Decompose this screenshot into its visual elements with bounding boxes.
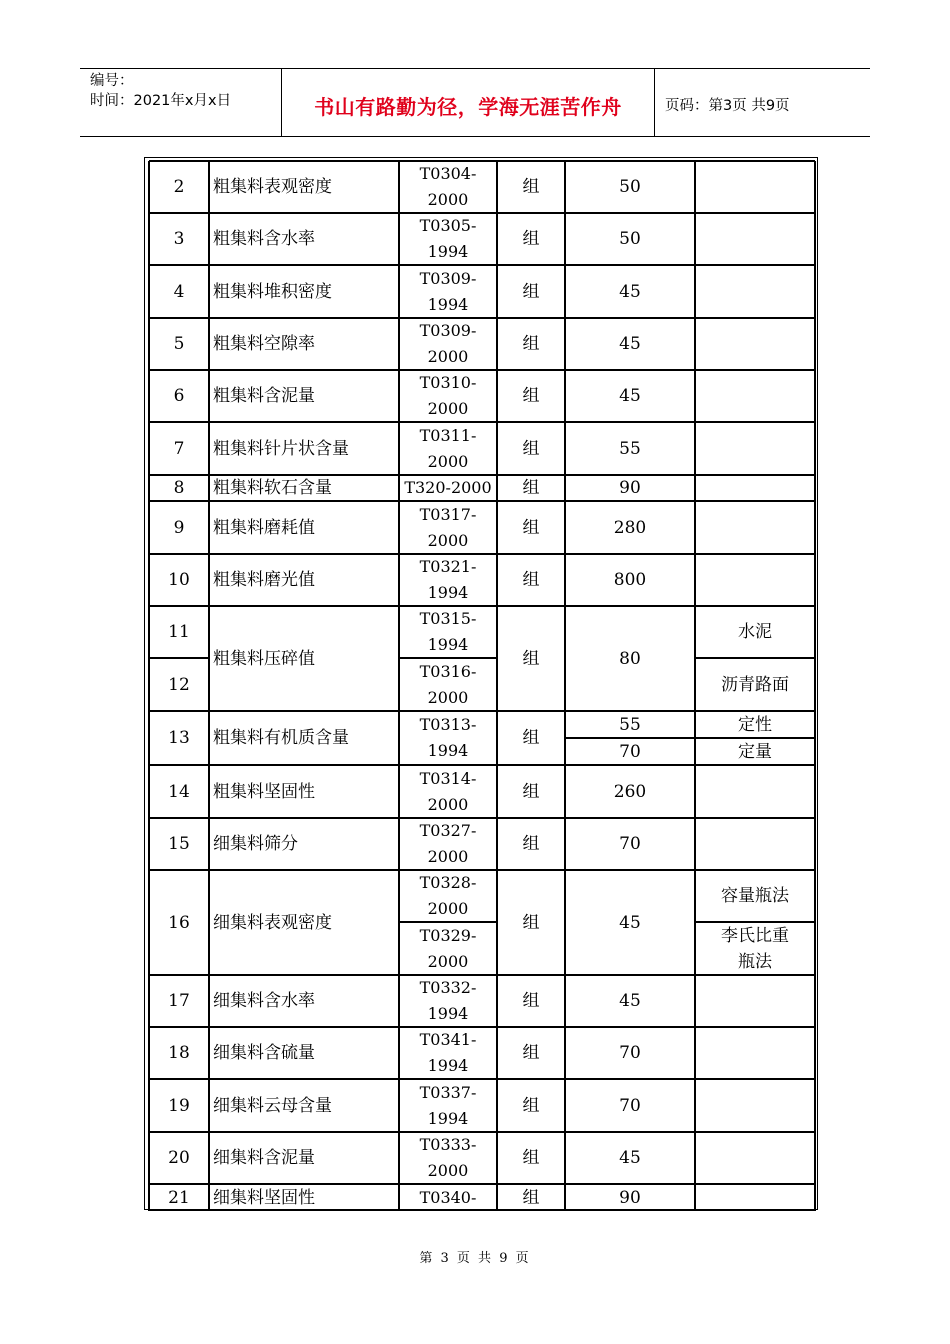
row-number <box>150 319 208 369</box>
remark <box>696 659 814 710</box>
unit-price-text: 800 <box>613 570 647 590</box>
row-number <box>150 476 208 500</box>
unit-price-text: 45 <box>619 334 641 354</box>
row-divider <box>695 817 815 819</box>
unit-price <box>566 712 694 737</box>
row-number-text: 13 <box>168 728 190 748</box>
test-item-name-text: 粗集料磨光值 <box>213 570 315 590</box>
test-item-name <box>210 214 398 264</box>
test-item-name <box>210 476 398 500</box>
row-number <box>150 1028 208 1078</box>
unit-text: 组 <box>522 386 540 406</box>
test-item-name-text: 粗集料针片状含量 <box>213 438 349 459</box>
unit-price-text: 70 <box>619 1095 641 1116</box>
unit-text: 组 <box>522 229 540 249</box>
row-number <box>150 1080 208 1131</box>
test-item-name-text: 细集料云母含量 <box>213 1095 332 1116</box>
unit-price <box>566 423 694 474</box>
test-method-code-text: T0309- 1994 <box>419 268 477 314</box>
test-method-code-text: T0311- 2000 <box>419 425 477 471</box>
test-item-name-text: 细集料表观密度 <box>213 912 332 933</box>
row-divider <box>695 212 815 214</box>
test-method-code-text: T0305- 1994 <box>419 216 477 261</box>
test-method-code <box>400 502 496 553</box>
row-divider <box>695 264 815 266</box>
test-method-code-text: T0333- 2000 <box>419 1135 477 1180</box>
test-method-code <box>400 1185 496 1210</box>
test-method-code-text: T320-2000 <box>404 478 492 497</box>
test-item-name-text: 粗集料含泥量 <box>213 386 315 406</box>
test-item-name-text: 粗集料有机质含量 <box>213 728 349 748</box>
test-method-code <box>400 162 496 212</box>
test-item-name-text: 细集料含硫量 <box>213 1043 315 1063</box>
unit-text: 组 <box>522 334 540 354</box>
row-number-text: 4 <box>173 281 185 302</box>
unit-price <box>566 1133 694 1183</box>
test-price-table <box>144 157 818 1210</box>
row-divider <box>695 553 815 555</box>
unit <box>498 319 564 369</box>
test-method-code <box>400 1080 496 1131</box>
test-item-name <box>210 266 398 317</box>
test-method-code-text: T0341- 1994 <box>419 1030 477 1075</box>
row-number <box>150 871 208 974</box>
remark <box>696 712 814 737</box>
test-item-name <box>210 819 398 869</box>
unit-price <box>566 871 694 974</box>
unit-price <box>566 819 694 869</box>
test-method-code <box>400 607 496 657</box>
unit-price <box>566 766 694 817</box>
row-divider <box>695 500 815 502</box>
unit <box>498 1185 564 1210</box>
row-number-text: 11 <box>168 622 190 642</box>
test-item-name-text: 粗集料堆积密度 <box>213 281 332 302</box>
row-number-text: 9 <box>173 517 185 538</box>
row-number <box>150 502 208 553</box>
unit <box>498 214 564 264</box>
row-number <box>150 162 208 212</box>
unit-price-text: 45 <box>619 281 641 302</box>
unit-text: 组 <box>522 281 540 302</box>
header-motto: 书山有路勤为径，学海无涯苦作舟 <box>314 95 622 119</box>
row-number-text: 10 <box>168 570 190 590</box>
row-number-text: 5 <box>173 334 185 354</box>
test-method-code-text: T0315- 1994 <box>419 609 477 654</box>
unit-price-text: 55 <box>619 714 641 735</box>
unit-text: 组 <box>522 648 540 669</box>
row-number-text: 3 <box>173 229 185 249</box>
test-item-name <box>210 1028 398 1078</box>
row-divider <box>695 1078 815 1080</box>
unit-price-text: 90 <box>619 478 641 498</box>
unit-text: 组 <box>522 517 540 538</box>
number-label: 编号： <box>90 73 134 89</box>
test-method-code <box>400 1028 496 1078</box>
row-number-text: 6 <box>173 386 185 406</box>
unit <box>498 266 564 317</box>
unit-price <box>566 162 694 212</box>
unit <box>498 423 564 474</box>
unit-price <box>566 214 694 264</box>
test-method-code <box>400 712 496 764</box>
row-number <box>150 1185 208 1210</box>
unit <box>498 476 564 500</box>
unit <box>498 976 564 1026</box>
unit-text: 组 <box>522 1043 540 1063</box>
unit-text: 组 <box>522 478 540 498</box>
unit-price-text: 70 <box>619 741 641 762</box>
test-item-name <box>210 162 398 212</box>
test-method-code <box>400 659 496 710</box>
test-item-name-text: 粗集料坚固性 <box>213 781 315 802</box>
remark-text: 定量 <box>738 741 772 762</box>
test-method-code-text: T0317- 2000 <box>419 504 477 550</box>
unit-price <box>566 1028 694 1078</box>
unit-price <box>566 739 694 764</box>
row-number-text: 18 <box>168 1043 190 1063</box>
page-indicator: 页码：第3页 共9页 <box>665 98 790 114</box>
row-number <box>150 423 208 474</box>
remark-text: 定性 <box>738 714 772 735</box>
test-method-code-text: T0332- 1994 <box>419 978 477 1023</box>
unit-price <box>566 555 694 605</box>
test-item-name <box>210 371 398 421</box>
unit <box>498 1028 564 1078</box>
unit-price-text: 70 <box>619 834 641 854</box>
test-method-code <box>400 371 496 421</box>
unit <box>498 607 564 710</box>
row-divider <box>695 317 815 319</box>
test-item-name <box>210 1080 398 1131</box>
test-item-name-text: 细集料筛分 <box>213 834 298 854</box>
remark <box>696 739 814 764</box>
remark <box>696 923 814 974</box>
page-header <box>80 68 870 137</box>
unit <box>498 371 564 421</box>
row-number <box>150 607 208 657</box>
unit-price <box>566 319 694 369</box>
row-number-text: 12 <box>168 674 190 695</box>
time-label: 时间：2021年x月x日 <box>90 93 232 109</box>
test-item-name <box>210 555 398 605</box>
row-number <box>150 214 208 264</box>
test-method-code-text: T0309- 2000 <box>419 321 477 366</box>
header-meta <box>90 71 231 111</box>
row-number-text: 14 <box>168 781 190 802</box>
remark-text: 李氏比重 瓶法 <box>721 925 789 972</box>
row-number-text: 21 <box>168 1187 190 1208</box>
test-item-name <box>210 319 398 369</box>
row-divider <box>695 421 815 423</box>
unit <box>498 819 564 869</box>
test-method-code-text: T0337- 1994 <box>419 1082 477 1128</box>
unit-text: 组 <box>522 912 540 933</box>
unit <box>498 555 564 605</box>
remark <box>696 871 814 921</box>
row-divider <box>695 1183 815 1185</box>
unit-text: 组 <box>522 834 540 854</box>
unit-text: 组 <box>522 177 540 197</box>
test-method-code <box>400 214 496 264</box>
row-number-text: 2 <box>173 177 185 197</box>
unit-price-text: 45 <box>619 991 641 1011</box>
unit-price <box>566 607 694 710</box>
test-method-code <box>400 266 496 317</box>
row-divider <box>695 1131 815 1133</box>
unit-price-text: 55 <box>619 438 641 459</box>
test-method-code-text: T0310- 2000 <box>419 373 477 418</box>
test-method-code <box>400 819 496 869</box>
unit <box>498 162 564 212</box>
page-footer: 第 3 页 共 9 页 <box>419 1251 531 1266</box>
test-item-name-text: 粗集料表观密度 <box>213 177 332 197</box>
remark-text: 容量瓶法 <box>721 886 789 906</box>
unit <box>498 1080 564 1131</box>
unit-price-text: 90 <box>619 1187 641 1208</box>
test-item-name <box>210 423 398 474</box>
test-item-name-text: 粗集料磨耗值 <box>213 517 315 538</box>
row-divider <box>695 474 815 476</box>
row-number <box>150 659 208 710</box>
test-item-name-text: 粗集料空隙率 <box>213 334 315 354</box>
test-item-name-text: 细集料坚固性 <box>213 1187 315 1208</box>
row-number-text: 16 <box>168 912 190 933</box>
test-item-name-text: 细集料含水率 <box>213 991 315 1011</box>
remark <box>696 607 814 657</box>
unit-price-text: 45 <box>619 386 641 406</box>
test-method-code-text: T0328- 2000 <box>419 873 477 918</box>
row-number <box>150 266 208 317</box>
unit-text: 组 <box>522 1095 540 1116</box>
unit-price-text: 280 <box>613 517 647 538</box>
row-number-text: 17 <box>168 991 190 1011</box>
unit-price <box>566 371 694 421</box>
row-divider <box>695 1026 815 1028</box>
test-method-code-text: T0304- 2000 <box>419 164 477 209</box>
test-method-code <box>400 976 496 1026</box>
unit <box>498 871 564 974</box>
unit-price <box>566 1185 694 1210</box>
test-method-code <box>400 555 496 605</box>
unit <box>498 766 564 817</box>
test-method-code <box>400 319 496 369</box>
row-number-text: 8 <box>173 478 185 498</box>
unit <box>498 502 564 553</box>
row-number <box>150 371 208 421</box>
row-number <box>150 712 208 764</box>
test-item-name <box>210 976 398 1026</box>
row-number-text: 19 <box>168 1095 190 1116</box>
unit-price <box>566 476 694 500</box>
test-item-name <box>210 502 398 553</box>
test-method-code-text: T0316- 2000 <box>419 661 477 707</box>
unit-text: 组 <box>522 1187 540 1208</box>
test-method-code-text: T0314- 2000 <box>419 768 477 814</box>
unit-price <box>566 976 694 1026</box>
unit-price-text: 70 <box>619 1043 641 1063</box>
test-item-name <box>210 1133 398 1183</box>
test-method-code-text: T0329- 2000 <box>419 925 477 971</box>
unit-price-text: 45 <box>619 912 641 933</box>
unit <box>498 1133 564 1183</box>
remark-text: 沥青路面 <box>721 674 789 695</box>
unit-price-text: 50 <box>619 177 641 197</box>
row-number <box>150 819 208 869</box>
unit-text: 组 <box>522 728 540 748</box>
test-item-name <box>210 871 398 974</box>
remark-text: 水泥 <box>738 622 772 642</box>
unit-price-text: 50 <box>619 229 641 249</box>
test-method-code <box>400 476 496 500</box>
test-method-code-text: T0321- 1994 <box>419 557 477 602</box>
test-method-code-text: T0340- <box>419 1187 477 1207</box>
test-item-name <box>210 607 398 710</box>
test-method-code-text: T0327- 2000 <box>419 821 477 866</box>
unit-text: 组 <box>522 1148 540 1168</box>
row-number-text: 15 <box>168 834 190 854</box>
unit-text: 组 <box>522 438 540 459</box>
unit-price <box>566 502 694 553</box>
test-method-code <box>400 871 496 921</box>
row-number <box>150 766 208 817</box>
row-number <box>150 976 208 1026</box>
row-divider <box>695 369 815 371</box>
unit <box>498 712 564 764</box>
test-method-code <box>400 1133 496 1183</box>
row-number <box>150 555 208 605</box>
row-number <box>150 1133 208 1183</box>
unit-text: 组 <box>522 570 540 590</box>
row-number-text: 7 <box>173 438 185 459</box>
test-item-name-text: 细集料含泥量 <box>213 1148 315 1168</box>
test-method-code <box>400 923 496 974</box>
test-method-code <box>400 766 496 817</box>
test-item-name <box>210 1185 398 1210</box>
unit-text: 组 <box>522 781 540 802</box>
test-item-name-text: 粗集料含水率 <box>213 229 315 249</box>
unit-text: 组 <box>522 991 540 1011</box>
unit-price <box>566 266 694 317</box>
header-divider <box>654 69 655 136</box>
row-number-text: 20 <box>168 1148 190 1168</box>
test-item-name-text: 粗集料软石含量 <box>213 478 332 498</box>
test-method-code <box>400 423 496 474</box>
unit-price-text: 260 <box>613 781 647 802</box>
test-item-name <box>210 712 398 764</box>
unit-price-text: 45 <box>619 1148 641 1168</box>
unit-price <box>566 1080 694 1131</box>
test-item-name-text: 粗集料压碎值 <box>213 648 315 669</box>
unit-price-text: 80 <box>619 648 641 669</box>
test-method-code-text: T0313- 1994 <box>419 715 477 760</box>
test-item-name <box>210 766 398 817</box>
